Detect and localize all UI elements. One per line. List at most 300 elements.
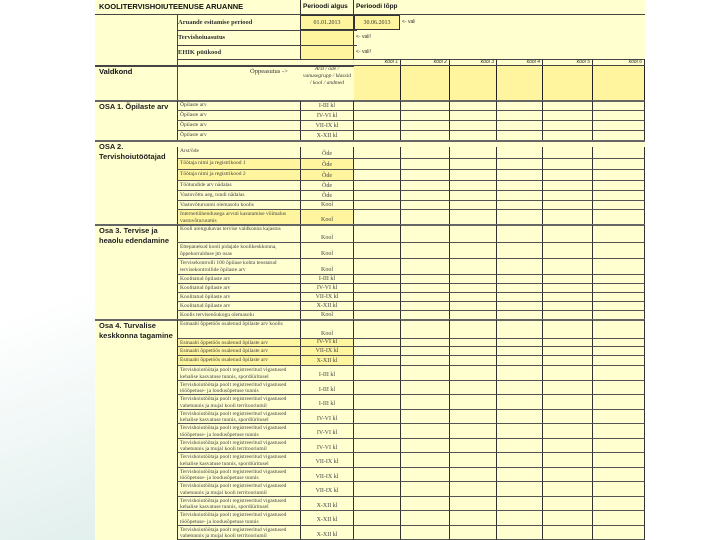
table-row: [95, 424, 645, 439]
school-value-cell[interactable]: [401, 284, 450, 293]
table-row: [95, 159, 645, 170]
school-value-cell[interactable]: [354, 320, 401, 339]
school-value-cell[interactable]: [593, 259, 645, 275]
school-value-cell[interactable]: [401, 111, 450, 121]
school-input-column[interactable]: [354, 66, 401, 101]
school-value-cell[interactable]: [543, 225, 593, 243]
school-value-cell[interactable]: [401, 320, 450, 339]
school-value-cell[interactable]: [543, 320, 593, 339]
school-value-cell[interactable]: [543, 293, 593, 302]
table-row: [95, 201, 645, 210]
school-value-cell[interactable]: [354, 159, 401, 170]
school-value-cell[interactable]: [450, 159, 497, 170]
school-value-cell[interactable]: [401, 356, 450, 366]
school-value-cell[interactable]: [543, 339, 593, 347]
school-value-cell[interactable]: [450, 453, 497, 468]
school-value-cell[interactable]: [401, 526, 450, 540]
row-group: I-III kl: [301, 101, 354, 111]
row-group: IV-VI kl: [301, 439, 354, 454]
school-value-cell[interactable]: [450, 497, 497, 512]
school-value-cell[interactable]: [401, 381, 450, 396]
school-value-cell[interactable]: [450, 293, 497, 302]
school-value-cell[interactable]: [543, 302, 593, 311]
section-title: OSA 2. Tervishoiutöötajad: [99, 142, 166, 161]
school-value-cell[interactable]: [543, 147, 593, 159]
school-value-cell[interactable]: [497, 381, 543, 396]
school-value-cell[interactable]: [593, 468, 645, 483]
table-row: [95, 191, 645, 201]
school-value-cell[interactable]: [543, 101, 593, 111]
school-value-cell[interactable]: [543, 201, 593, 210]
row-group: IV-VI kl: [301, 424, 354, 439]
school-value-cell[interactable]: [497, 225, 543, 243]
school-input-column[interactable]: [593, 66, 645, 101]
row-group: IV-VI kl: [301, 339, 354, 347]
school-value-cell[interactable]: [593, 210, 645, 225]
slide-margin: [645, 0, 720, 540]
school-value-cell[interactable]: [354, 302, 401, 311]
school-value-cell[interactable]: [593, 293, 645, 302]
school-value-cell[interactable]: [497, 410, 543, 425]
school-value-cell[interactable]: [354, 210, 401, 225]
table-row: [95, 284, 645, 293]
school-value-cell[interactable]: [450, 356, 497, 366]
school-value-cell[interactable]: [543, 497, 593, 512]
school-value-cell[interactable]: [543, 453, 593, 468]
school-value-cell[interactable]: [450, 320, 497, 339]
school-value-cell[interactable]: [497, 482, 543, 497]
provider-label: Tervishoiuasutus: [178, 34, 226, 41]
section-title: OSA 1. Õpilaste arv: [99, 102, 169, 111]
row-label: Esmaabi õppetöös osalenud õpilaste arv: [177, 339, 301, 347]
row-label: Töötaja nimi ja registrikood 2: [177, 170, 301, 181]
period-note: <- vali: [402, 19, 416, 25]
school-value-cell[interactable]: [401, 424, 450, 439]
school-header: kool 5: [543, 59, 593, 65]
row-label: Koolis tervisenõukogu olemasolu: [177, 311, 301, 320]
school-value-cell[interactable]: [354, 243, 401, 259]
school-value-cell[interactable]: [354, 424, 401, 439]
row-label: Tervishoiutöötaja poolt registreeritud vigastused tööõpetuse- ja loodusõpetuse tunnis: [177, 381, 301, 396]
school-value-cell[interactable]: [401, 121, 450, 131]
school-value-cell[interactable]: [593, 482, 645, 497]
school-value-cell[interactable]: [497, 210, 543, 225]
school-value-cell[interactable]: [450, 147, 497, 159]
school-input-column[interactable]: [543, 66, 593, 101]
row-group: I-III kl: [301, 366, 354, 381]
ehis-label: EHIK püükood: [178, 49, 222, 56]
table-row: [95, 101, 645, 111]
school-value-cell[interactable]: [354, 181, 401, 191]
row-group: Kool: [301, 311, 354, 320]
row-group: Kool: [301, 201, 354, 210]
school-value-cell[interactable]: [497, 121, 543, 131]
school-value-cell[interactable]: [593, 526, 645, 540]
school-value-cell[interactable]: [401, 339, 450, 347]
row-label: Koolitatud õpilaste arv: [177, 293, 301, 302]
school-value-cell[interactable]: [450, 284, 497, 293]
school-value-cell[interactable]: [543, 259, 593, 275]
school-value-cell[interactable]: [497, 339, 543, 347]
school-value-cell[interactable]: [354, 356, 401, 366]
school-value-cell[interactable]: [354, 339, 401, 347]
school-value-cell[interactable]: [354, 347, 401, 356]
school-value-cell[interactable]: [354, 511, 401, 526]
school-value-cell[interactable]: [401, 147, 450, 159]
school-value-cell[interactable]: [401, 181, 450, 191]
row-label: Tervishoiutöötaja poolt registreeritud vigastused tööõpetuse- ja loodusõpetuse tunnis: [177, 468, 301, 483]
school-value-cell[interactable]: [497, 181, 543, 191]
table-row: [95, 453, 645, 468]
school-value-cell[interactable]: [354, 170, 401, 181]
school-value-cell[interactable]: [543, 468, 593, 483]
school-value-cell[interactable]: [593, 170, 645, 181]
school-value-cell[interactable]: [593, 453, 645, 468]
school-value-cell[interactable]: [543, 275, 593, 284]
table-row: [95, 410, 645, 425]
school-value-cell[interactable]: [543, 482, 593, 497]
school-value-cell[interactable]: [593, 381, 645, 396]
school-value-cell[interactable]: [593, 243, 645, 259]
school-value-cell[interactable]: [401, 395, 450, 410]
school-value-cell[interactable]: [354, 284, 401, 293]
school-value-cell[interactable]: [450, 302, 497, 311]
row-group: X-XII kl: [301, 356, 354, 366]
school-value-cell[interactable]: [593, 275, 645, 284]
row-label: Tervishoiutöötaja poolt registreeritud vigastused vahetunnis ja mujal kooli territooriumil: [177, 395, 301, 410]
school-value-cell[interactable]: [401, 225, 450, 243]
school-value-cell[interactable]: [354, 201, 401, 210]
school-value-cell[interactable]: [450, 243, 497, 259]
school-value-cell[interactable]: [497, 284, 543, 293]
school-value-cell[interactable]: [543, 424, 593, 439]
school-value-cell[interactable]: [543, 284, 593, 293]
school-value-cell[interactable]: [593, 147, 645, 159]
school-value-cell[interactable]: [450, 210, 497, 225]
school-value-cell[interactable]: [450, 366, 497, 381]
table-row: [95, 275, 645, 284]
row-group: X-XII kl: [301, 302, 354, 311]
row-group: Õde: [301, 170, 354, 181]
row-group: VII-IX kl: [301, 121, 354, 131]
table-row: [95, 381, 645, 396]
table-row: [95, 225, 645, 243]
row-label: Tervishoiutöötaja poolt registreeritud vigastused vahetunnis ja mujal kooli territooriumil: [177, 526, 301, 540]
school-value-cell[interactable]: [593, 191, 645, 201]
school-value-cell[interactable]: [450, 170, 497, 181]
row-group: Õde: [301, 191, 354, 201]
school-value-cell[interactable]: [593, 511, 645, 526]
school-value-cell[interactable]: [450, 259, 497, 275]
school-value-cell[interactable]: [593, 181, 645, 191]
school-value-cell[interactable]: [354, 482, 401, 497]
school-value-cell[interactable]: [401, 210, 450, 225]
school-value-cell[interactable]: [593, 101, 645, 111]
school-value-cell[interactable]: [543, 526, 593, 540]
school-value-cell[interactable]: [543, 356, 593, 366]
row-label: Koolitatud õpilaste arv: [177, 302, 301, 311]
row-label: Tervishoiutöötaja poolt registreeritud vigastused vahetunnis ja mujal kooli territooriumil: [177, 482, 301, 497]
school-value-cell[interactable]: [450, 191, 497, 201]
row-label: Vastuvõturuumi olemasolu koolis: [177, 201, 301, 210]
school-value-cell[interactable]: [450, 439, 497, 454]
school-value-cell[interactable]: [354, 366, 401, 381]
row-label: Õpilaste arv: [177, 121, 301, 131]
school-value-cell[interactable]: [497, 526, 543, 540]
row-label: Tervishoiutöötaja poolt registreeritud vigastused kehalise kasvatuse tunnis, spordiüritusel: [177, 410, 301, 425]
school-value-cell[interactable]: [354, 121, 401, 131]
school-value-cell[interactable]: [497, 159, 543, 170]
school-value-cell[interactable]: [450, 526, 497, 540]
table-row: [95, 111, 645, 121]
table-row: [95, 511, 645, 526]
table-row: [95, 302, 645, 311]
row-label: Esmaabi õppetöös osalenud õpilaste arv: [177, 347, 301, 356]
school-value-cell[interactable]: [450, 181, 497, 191]
school-value-cell[interactable]: [593, 225, 645, 243]
school-value-cell[interactable]: [450, 201, 497, 210]
school-value-cell[interactable]: [593, 121, 645, 131]
school-value-cell[interactable]: [401, 259, 450, 275]
school-value-cell[interactable]: [401, 410, 450, 425]
school-value-cell[interactable]: [354, 410, 401, 425]
report-period-label: Aruande esitamise periood: [178, 19, 253, 26]
school-value-cell[interactable]: [497, 356, 543, 366]
school-value-cell[interactable]: [543, 439, 593, 454]
school-value-cell[interactable]: [593, 410, 645, 425]
school-value-cell[interactable]: [354, 526, 401, 540]
school-value-cell[interactable]: [401, 101, 450, 111]
school-value-cell[interactable]: [450, 275, 497, 284]
school-value-cell[interactable]: [593, 356, 645, 366]
school-value-cell[interactable]: [497, 101, 543, 111]
school-value-cell[interactable]: [543, 181, 593, 191]
school-value-cell[interactable]: [497, 366, 543, 381]
school-value-cell[interactable]: [593, 201, 645, 210]
school-value-cell[interactable]: [450, 395, 497, 410]
school-input-column[interactable]: [497, 66, 543, 101]
school-value-cell[interactable]: [543, 347, 593, 356]
school-value-cell[interactable]: [543, 366, 593, 381]
divider: [177, 30, 357, 31]
school-value-cell[interactable]: [593, 424, 645, 439]
school-value-cell[interactable]: [497, 170, 543, 181]
school-value-cell[interactable]: [543, 243, 593, 259]
school-value-cell[interactable]: [593, 339, 645, 347]
row-group: Kool: [301, 320, 354, 339]
school-value-cell[interactable]: [497, 468, 543, 483]
school-value-cell[interactable]: [543, 410, 593, 425]
school-value-cell[interactable]: [543, 170, 593, 181]
row-group: I-III kl: [301, 395, 354, 410]
row-label: Kooli arengukavas tervise valdkonna kajastus: [177, 225, 301, 243]
school-value-cell[interactable]: [401, 191, 450, 201]
type-header: Arst / õde / vanusegrupp / klassid / kool / andmed: [303, 66, 351, 86]
row-label: Õpilaste arv: [177, 131, 301, 141]
row-group: X-XII kl: [301, 497, 354, 512]
school-value-cell[interactable]: [497, 243, 543, 259]
school-value-cell[interactable]: [354, 275, 401, 284]
school-value-cell[interactable]: [593, 320, 645, 339]
school-value-cell[interactable]: [401, 170, 450, 181]
school-value-cell[interactable]: [450, 482, 497, 497]
school-value-cell[interactable]: [354, 293, 401, 302]
row-group: VII-IX kl: [301, 468, 354, 483]
school-value-cell[interactable]: [497, 201, 543, 210]
report-title: KOOLITERVISHOIUTEENUSE ARUANNE: [99, 3, 244, 10]
school-value-cell[interactable]: [497, 111, 543, 121]
school-value-cell[interactable]: [497, 424, 543, 439]
school-value-cell[interactable]: [593, 395, 645, 410]
row-group: Õde: [301, 181, 354, 191]
school-value-cell[interactable]: [401, 201, 450, 210]
school-value-cell[interactable]: [543, 111, 593, 121]
table-row: [95, 170, 645, 181]
school-value-cell[interactable]: [497, 347, 543, 356]
row-label: Õpilaste arv: [177, 111, 301, 121]
school-value-cell[interactable]: [450, 101, 497, 111]
school-value-cell[interactable]: [354, 395, 401, 410]
school-value-cell[interactable]: [354, 101, 401, 111]
school-value-cell[interactable]: [450, 424, 497, 439]
school-value-cell[interactable]: [450, 511, 497, 526]
school-value-cell[interactable]: [497, 453, 543, 468]
row-group: Kool: [301, 210, 354, 225]
school-value-cell[interactable]: [354, 259, 401, 275]
school-value-cell[interactable]: [543, 511, 593, 526]
section-title: Osa 3. Tervise ja heaolu edendamine: [99, 226, 170, 245]
school-value-cell[interactable]: [401, 159, 450, 170]
school-value-cell[interactable]: [354, 468, 401, 483]
school-value-cell[interactable]: [450, 347, 497, 356]
school-value-cell[interactable]: [354, 497, 401, 512]
school-value-cell[interactable]: [497, 511, 543, 526]
school-value-cell[interactable]: [543, 381, 593, 396]
school-value-cell[interactable]: [497, 302, 543, 311]
school-value-cell[interactable]: [354, 191, 401, 201]
school-value-cell[interactable]: [401, 275, 450, 284]
table-row: [95, 147, 645, 159]
table-row: [95, 259, 645, 275]
row-label: Õpilaste arv: [177, 101, 301, 111]
school-value-cell[interactable]: [401, 468, 450, 483]
row-group: Kool: [301, 259, 354, 275]
school-value-cell[interactable]: [450, 225, 497, 243]
period-start-input[interactable]: 01.01.2013: [300, 15, 354, 30]
school-value-cell[interactable]: [354, 225, 401, 243]
school-value-cell[interactable]: [354, 453, 401, 468]
school-value-cell[interactable]: [593, 497, 645, 512]
school-value-cell[interactable]: [450, 381, 497, 396]
school-value-cell[interactable]: [543, 191, 593, 201]
school-value-cell[interactable]: [401, 302, 450, 311]
row-label: Vastuvõttu aeg, tundi nädalas: [177, 191, 301, 201]
school-value-cell[interactable]: [497, 147, 543, 159]
school-value-cell[interactable]: [450, 121, 497, 131]
school-value-cell[interactable]: [593, 284, 645, 293]
school-value-cell[interactable]: [497, 497, 543, 512]
row-label: Tervishoiutöötaja poolt registreeritud vigastused tööõpetuse- ja loodusõpetuse tunnis: [177, 511, 301, 526]
school-input-column[interactable]: [450, 66, 497, 101]
row-label: Tervishoiutöötaja poolt registreeritud vigastused kehalise kasvatuse tunnis, spordiüritusel: [177, 453, 301, 468]
school-value-cell[interactable]: [401, 347, 450, 356]
row-label: Arst/õde: [177, 147, 301, 159]
school-value-cell[interactable]: [450, 468, 497, 483]
school-value-cell[interactable]: [354, 439, 401, 454]
school-value-cell[interactable]: [497, 320, 543, 339]
row-label: Tervishoiutöötaja poolt registreeritud vigastused tööõpetuse- ja loodusõpetuse tunnis: [177, 424, 301, 439]
row-label: Esmaabi õppetöös osalenud õpilaste arv koolis: [177, 320, 301, 339]
school-value-cell[interactable]: [401, 497, 450, 512]
school-value-cell[interactable]: [497, 395, 543, 410]
school-input-column[interactable]: [401, 66, 450, 101]
school-value-cell[interactable]: [543, 210, 593, 225]
school-header: kool 6: [593, 59, 645, 65]
school-value-cell[interactable]: [497, 275, 543, 284]
school-value-cell[interactable]: [497, 259, 543, 275]
period-start-header: Perioodi algus: [300, 0, 354, 15]
school-value-cell[interactable]: [401, 293, 450, 302]
school-value-cell[interactable]: [401, 366, 450, 381]
ehis-input[interactable]: [300, 45, 354, 59]
school-value-cell[interactable]: [450, 410, 497, 425]
valdkond-header: Valdkond: [99, 68, 133, 75]
school-value-cell[interactable]: [401, 453, 450, 468]
school-value-cell[interactable]: [450, 111, 497, 121]
school-value-cell[interactable]: [497, 293, 543, 302]
row-group: IV-VI kl: [301, 284, 354, 293]
school-value-cell[interactable]: [401, 243, 450, 259]
table-row: [95, 347, 645, 356]
provider-note: <- vali!: [356, 34, 371, 40]
school-value-cell[interactable]: [543, 395, 593, 410]
school-value-cell[interactable]: [354, 147, 401, 159]
row-label: Ettepanekud kooli pidajale koolikeskkonna, õppekorralduse jm osas: [177, 243, 301, 259]
period-end-input[interactable]: 30.06.2013: [354, 15, 400, 30]
row-group: I-III kl: [301, 275, 354, 284]
provider-input[interactable]: [300, 30, 354, 45]
school-value-cell[interactable]: [593, 366, 645, 381]
row-group: Õde: [301, 159, 354, 170]
school-value-cell[interactable]: [401, 482, 450, 497]
school-value-cell[interactable]: [401, 511, 450, 526]
school-value-cell[interactable]: [354, 381, 401, 396]
row-group: Õde: [301, 147, 354, 159]
school-value-cell[interactable]: [593, 302, 645, 311]
row-label: Koolitatud õpilaste arv: [177, 284, 301, 293]
school-value-cell[interactable]: [543, 159, 593, 170]
school-value-cell[interactable]: [593, 111, 645, 121]
period-end-header: Perioodi lõpp: [354, 0, 400, 15]
school-value-cell[interactable]: [593, 439, 645, 454]
table-row: [95, 526, 645, 540]
school-value-cell[interactable]: [593, 347, 645, 356]
school-value-cell[interactable]: [401, 439, 450, 454]
row-label: Tervishoiutöötaja poolt registreeritud vigastused kehalise kasvatuse tunnis, spordiüritusel: [177, 497, 301, 512]
row-label: Tervisekontrolli 100 õpilase kohta teostatud tervisekontrollide õpilaste arv: [177, 259, 301, 275]
school-value-cell[interactable]: [543, 121, 593, 131]
school-value-cell[interactable]: [497, 439, 543, 454]
section-title: Osa 4. Turvalise keskkonna tagamine: [99, 321, 173, 340]
school-value-cell[interactable]: [354, 111, 401, 121]
school-value-cell[interactable]: [497, 191, 543, 201]
row-label: Esmaabi õppetöös osalenud õpilaste arv: [177, 356, 301, 366]
school-value-cell[interactable]: [450, 339, 497, 347]
school-value-cell[interactable]: [593, 159, 645, 170]
table-row: [95, 395, 645, 410]
row-label: Koolitatud õpilaste arv: [177, 275, 301, 284]
table-row: [95, 468, 645, 483]
